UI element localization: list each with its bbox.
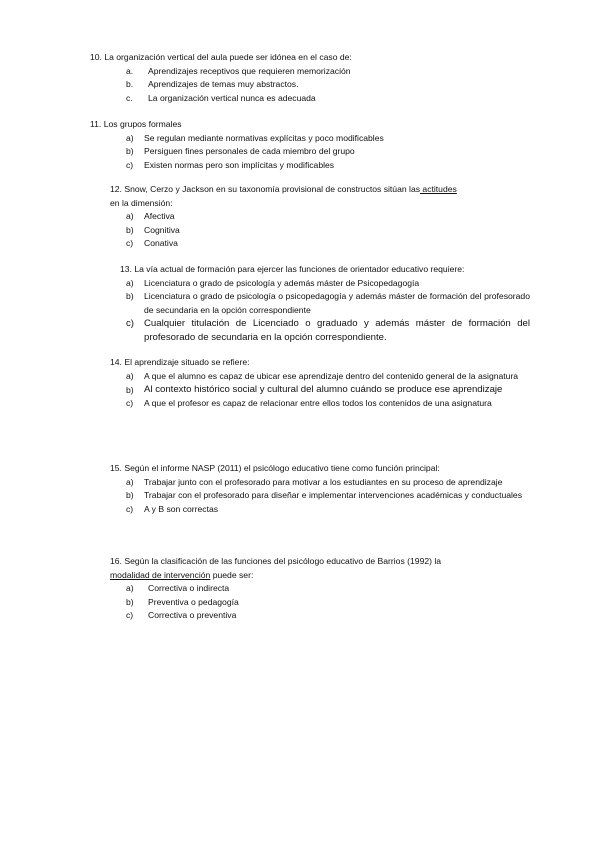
option-a	[126, 210, 530, 224]
option-b	[126, 489, 530, 503]
option-b	[126, 290, 530, 317]
stem-text: puede ser:	[210, 569, 254, 580]
option-letter: a)	[126, 583, 134, 593]
option-text: A y B son correctas	[144, 503, 219, 514]
option-letter: c)	[126, 610, 134, 620]
question-stem: 13. La vía actual de formación para ejercer las funciones de orientador educativo requiere:	[120, 264, 465, 274]
option-text: Existen normas pero son implícitas y modificables	[144, 159, 335, 170]
option-letter: b)	[126, 385, 134, 395]
stem-underlined: modalidad de intervención	[110, 569, 211, 580]
stem-continuation: en la dimensión:	[110, 197, 173, 208]
option-letter: c.	[126, 92, 133, 103]
stem-text: 12. Snow, Cerzo y Jackson en su taxonomía provisional de constructos sitúan las	[110, 184, 421, 194]
option-c	[126, 237, 530, 251]
option-letter: c)	[126, 159, 134, 170]
option-b	[126, 596, 530, 610]
option-text: Preventiva o pedagogía	[148, 596, 239, 607]
option-c	[126, 159, 530, 173]
option-b	[126, 145, 530, 159]
option-text: A que el alumno es capaz de ubicar ese aprendizaje dentro del contenido general de la asignatura	[144, 370, 519, 381]
question-stem: 11. Los grupos formales	[90, 119, 182, 129]
option-text: Licenciatura o grado de psicología o psicopedagogía y además máster de formación del profesorado de secundaria en la opción correspondiente	[144, 291, 530, 315]
option-b	[126, 224, 530, 238]
option-letter: a)	[126, 370, 134, 381]
option-a	[126, 132, 530, 146]
option-letter: b.	[126, 79, 134, 89]
option-text: Aprendizajes de temas muy abstractos.	[148, 79, 299, 89]
question-11	[90, 118, 530, 172]
option-text: Correctiva o preventiva	[148, 610, 237, 620]
option-a	[126, 476, 530, 490]
option-text: Al contexto histórico social y cultural del alumno cuándo se produce ese aprendizaje	[144, 384, 503, 395]
option-letter: c)	[126, 398, 134, 408]
option-c	[126, 317, 530, 345]
question-15	[110, 462, 530, 516]
option-text: Cualquier titulación de Licenciado o graduado y además máster de formación del profesorado de secundaria en la opción correspondiente.	[144, 318, 530, 343]
stem-continuation	[110, 569, 530, 583]
option-text: Afectiva	[144, 211, 175, 221]
option-letter: c)	[126, 503, 134, 514]
option-letter: b)	[126, 490, 134, 500]
option-letter: b)	[126, 596, 134, 607]
option-a	[126, 582, 530, 596]
option-letter: b)	[126, 224, 134, 235]
option-c	[126, 503, 530, 517]
option-letter: a)	[126, 277, 134, 288]
option-text: Trabajar junto con el profesorado para motivar a los estudiantes en su proceso de aprendizaje	[144, 476, 503, 487]
option-b	[126, 383, 530, 397]
question-stem: 14. El aprendizaje situado se refiere:	[110, 357, 250, 367]
option-letter: a)	[126, 132, 134, 143]
option-text: Correctiva o indirecta	[148, 583, 230, 593]
option-a	[126, 65, 530, 79]
option-letter: a.	[126, 65, 134, 76]
option-letter: b)	[126, 291, 134, 301]
option-text: Persiguen fines personales de cada miembro del grupo	[144, 146, 355, 156]
option-letter: a)	[126, 476, 134, 487]
option-text: Aprendizajes receptivos que requieren memorización	[148, 65, 351, 76]
option-text: Cognitiva	[144, 224, 180, 235]
option-text: Se regulan mediante normativas explícitas y poco modificables	[144, 132, 384, 143]
option-text: La organización vertical nunca es adecuada	[148, 92, 316, 103]
question-16	[110, 555, 530, 623]
question-12	[110, 183, 530, 251]
question-stem: 16. Según la clasificación de las funciones del psicólogo educativo de Barrios (1992) la	[110, 556, 442, 566]
stem-underlined: actitudes	[420, 184, 457, 194]
option-b	[126, 78, 530, 92]
option-letter: a)	[126, 211, 134, 221]
option-text: Conativa	[144, 238, 178, 248]
option-a	[126, 370, 530, 384]
option-c	[126, 609, 530, 623]
question-stem: 10. La organización vertical del aula puede ser idónea en el caso de:	[90, 52, 352, 62]
question-stem: 15. Según el informe NASP (2011) el psicólogo educativo tiene como función principal:	[110, 463, 440, 473]
question-stem	[110, 183, 530, 197]
question-10	[90, 51, 530, 105]
option-letter: b)	[126, 146, 134, 156]
question-13	[110, 263, 530, 345]
option-letter: c)	[126, 318, 134, 329]
option-text: Trabajar con el profesorado para diseñar e implementar intervenciones académicas y conductuales	[144, 490, 523, 500]
option-c	[126, 92, 530, 106]
question-14	[110, 356, 530, 411]
option-c	[126, 397, 530, 411]
option-a	[126, 277, 530, 291]
option-letter: c)	[126, 238, 134, 248]
option-text: Licenciatura o grado de psicología y además máster de Psicopedagogía	[144, 277, 420, 288]
option-text: A que el profesor es capaz de relacionar entre ellos todos los contenidos de una asignatura	[144, 398, 492, 408]
